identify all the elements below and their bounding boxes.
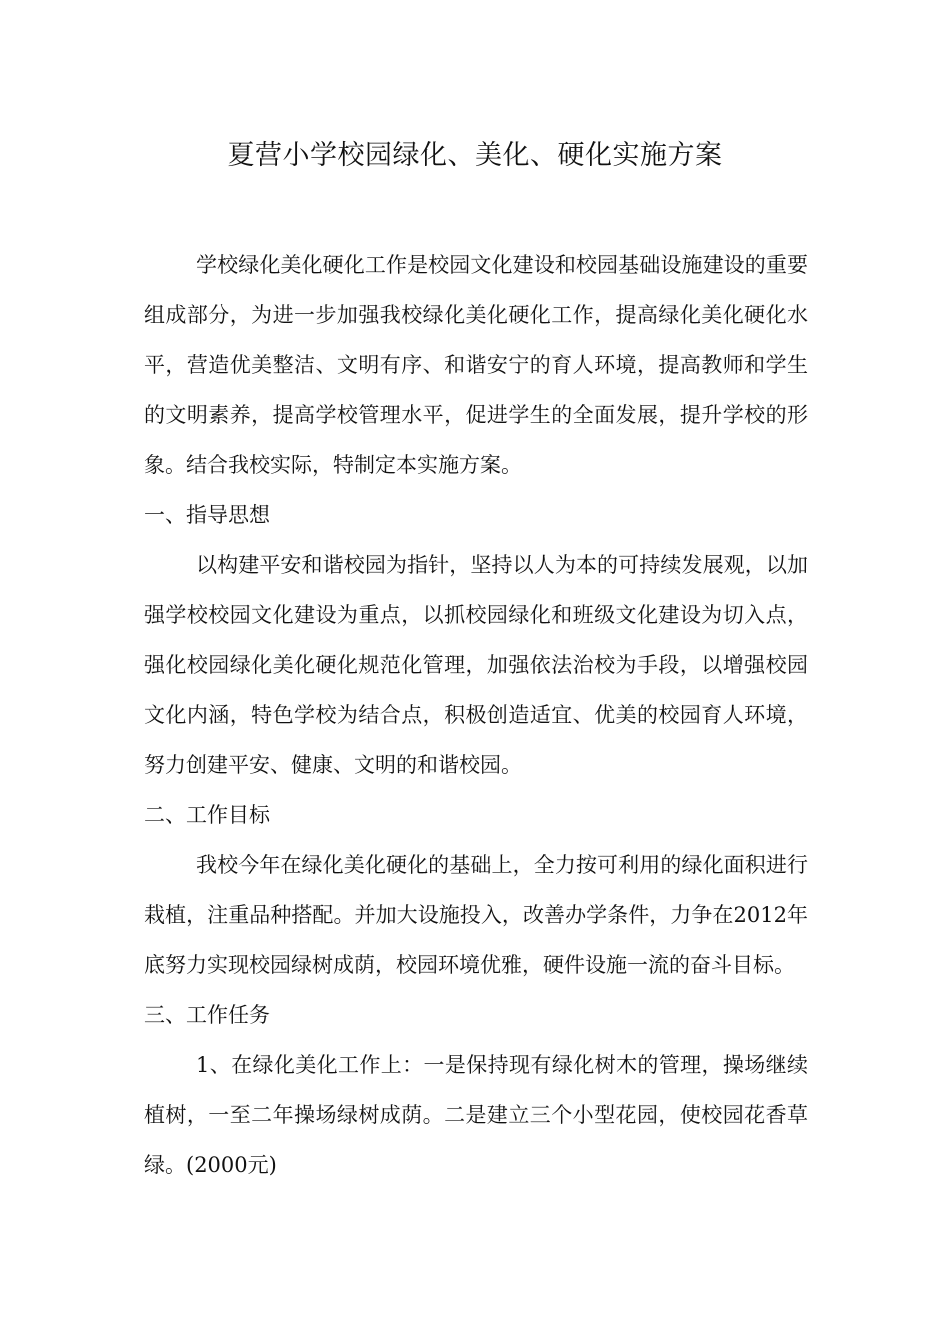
intro-paragraph: 学校绿化美化硬化工作是校园文化建设和校园基础设施建设的重要组成部分，为进一步加强我校绿化美化硬化工作，提高绿化美化硬化水平，营造优美整洁、文明有序、和谐安宁的育人环境，提高教师和学生的文明素养，提高学校管理水平，促进学生的全面发展，提升学校的形象。结合我校实际，特制定本实施方案。 bbox=[144, 253, 808, 477]
document-body bbox=[144, 240, 808, 1190]
section-heading-work-tasks: 三、工作任务 bbox=[144, 1003, 270, 1027]
section-heading-guiding-thought: 一、指导思想 bbox=[144, 503, 270, 527]
section-paragraph-work-goals: 我校今年在绿化美化硬化的基础上，全力按可利用的绿化面积进行栽植，注重品种搭配。并加大设施投入，改善办学条件，力争在2012年底努力实现校园绿树成荫，校园环境优雅，硬件设施一流的奋斗目标。 bbox=[144, 853, 808, 977]
document-title: 夏营小学校园绿化、美化、硬化实施方案 bbox=[227, 140, 723, 171]
section-heading-work-goals: 二、工作目标 bbox=[144, 803, 270, 827]
section-paragraph-work-tasks: 1、在绿化美化工作上：一是保持现有绿化树木的管理，操场继续植树，一至二年操场绿树成荫。二是建立三个小型花园，使校园花香草绿。(2000元) bbox=[144, 1053, 808, 1177]
section-paragraph-guiding-thought: 以构建平安和谐校园为指针，坚持以人为本的可持续发展观，以加强学校校园文化建设为重点，以抓校园绿化和班级文化建设为切入点，强化校园绿化美化硬化规范化管理，加强依法治校为手段，以增强校园文化内涵，特色学校为结合点，积极创造适宜、优美的校园育人环境，努力创建平安、健康、文明的和谐校园。 bbox=[144, 553, 808, 777]
